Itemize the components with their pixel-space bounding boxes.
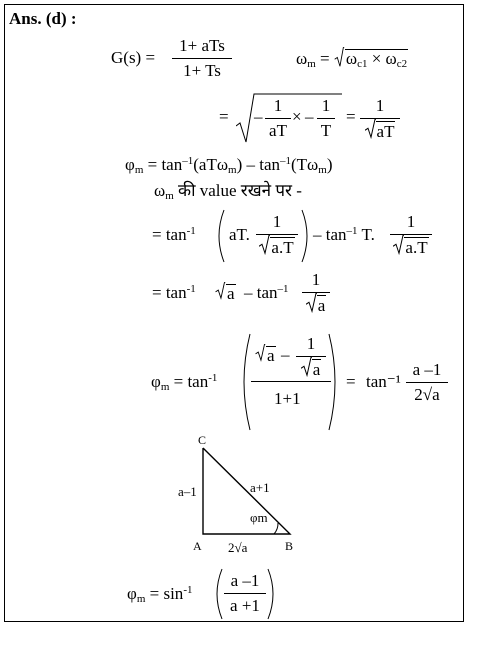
minus-7: – [281,345,290,364]
left-paren-8 [212,567,224,621]
line8-num: a –1 [230,571,260,590]
vertex-A-label: A [193,539,202,553]
line6-num: 1 [311,270,321,289]
vertex-C-label: C [198,433,207,447]
frac1-num: 1 [273,96,283,115]
frac-1-over-sqrt-a-6 [302,270,330,315]
gs-denominator: 1+ Ts [183,60,221,80]
minus-sign-2b: – [305,107,314,126]
answer-header: Ans. (d) : [9,9,77,28]
eq-sign-2b: = [346,107,356,126]
phi-m-tan-line7: $\varphi_m = \tan^{-1}$ [151,372,218,393]
frac-1-over-sqrt-a-7 [296,334,326,379]
sqrt-a-7: a [255,346,276,364]
tan-inv-T-text: – $\tan^{-1} T$. [313,225,375,244]
line7-rhs-num: a –1 [412,360,442,379]
frac3-den: aT [360,121,400,142]
frac2-den: T [320,120,332,140]
base-label: 2√a [228,540,248,555]
hypotenuse-label: a+1 [250,480,270,495]
frac-1-over-aT [265,96,291,140]
tan-inv-rhs: tan⁻¹ [366,372,401,391]
tan-inv-line6-prefix: = $\tan^{-1}$ [152,283,196,302]
eq-sign-2: = [219,107,229,126]
frac2-num: 1 [321,96,331,115]
frac-1-over-sqrt-aT [360,96,400,141]
left-paren-5 [214,208,226,264]
frac1-den: aT [269,120,287,140]
line5-den2: a.T [390,237,432,258]
den-1plus1: 1+1 [274,389,301,408]
line6-den: a [302,295,330,316]
eq-7: = [346,372,356,391]
right-triangle-diagram [170,430,310,560]
minus-sign-2a: – [254,107,263,126]
gs-fraction [172,36,232,80]
aT-text: aT. [229,225,250,244]
frac-1-over-T [317,96,335,140]
frac-1-over-sqrt-a-T-2 [390,212,432,257]
phi-m-tan-expression: $\varphi_m = \tan^{-1}(aT\omega_m) - \tan^{-1}(T\omega_m)$ [125,155,333,176]
sqrt-a-6: a [215,284,236,302]
gs-lhs: G(s) = [111,48,156,67]
frac-1-over-sqrt-a-T [256,212,298,257]
vertex-B-label: B [285,539,294,553]
gs-numerator: 1+ aTs [179,36,225,55]
frac3-num: 1 [375,96,385,115]
frac-a-1-over-a-plus-1 [224,571,266,615]
line5-num2: 1 [406,212,416,231]
main-fraction-bar-7 [251,381,331,382]
line7-inner-den: a [296,359,326,380]
right-paren-7 [327,332,341,432]
line5-num: 1 [272,212,282,231]
angle-label: φm [250,510,268,525]
line7-rhs-den: 2√a [414,384,440,404]
line7-inner-num: 1 [306,334,316,353]
left-paren-7 [238,332,252,432]
right-paren-5 [300,208,312,264]
frac-a-1-over-2sqrt-a [406,360,448,404]
right-paren-8 [266,567,278,621]
substitute-note: $\omega_m$ की value रखने पर - [154,181,302,202]
times-sign: × [292,107,302,126]
side-AC-label: a–1 [178,484,197,499]
tan-inv-line5-prefix: = $\tan^{-1}$ [152,225,196,244]
line5-den: a.T [256,237,298,258]
phi-m-sin-line: $\varphi_m = \sin^{-1}$ [127,584,193,605]
line8-den: a +1 [230,595,260,615]
tan-inv-line6-mid: – $\tan^{-1}$ [244,283,289,302]
omega-m-formula: $\omega_m$ = $\omega_{c1} \times \omega_{c2}$ [296,49,408,70]
